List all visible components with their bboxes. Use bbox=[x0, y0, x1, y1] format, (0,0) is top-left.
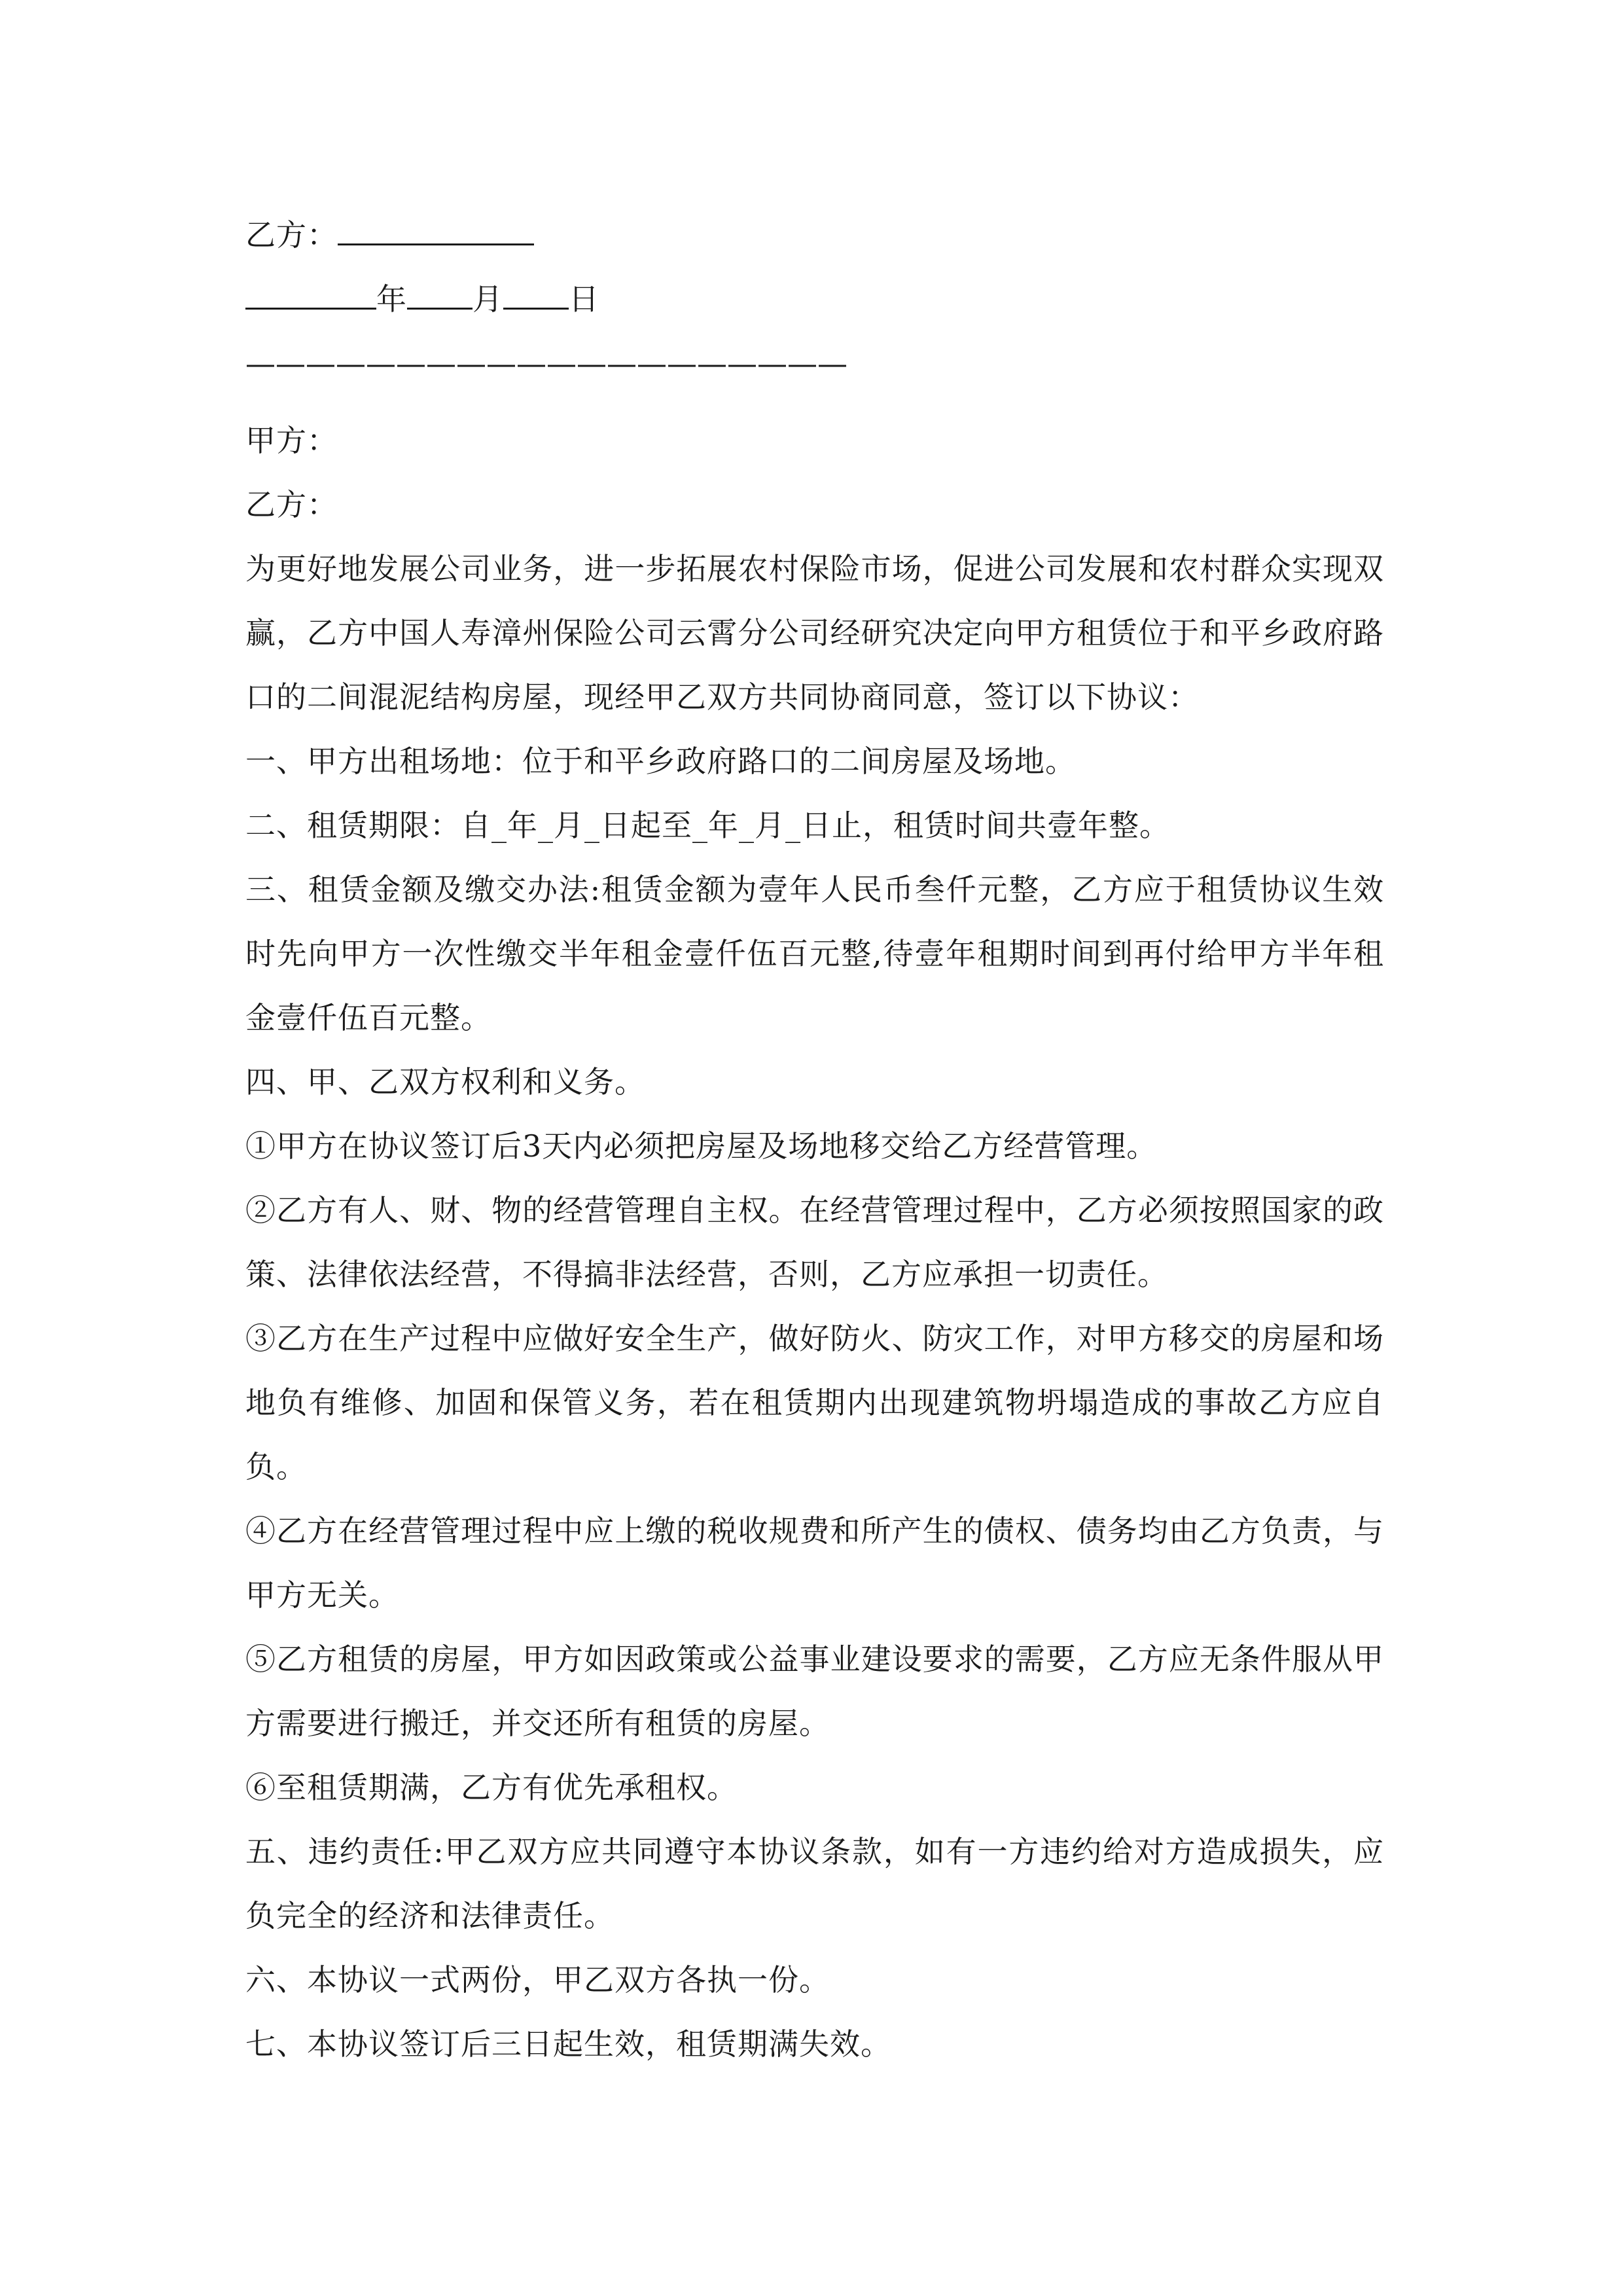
clause-4-item-6: ⑥至租赁期满，乙方有优先承租权。 bbox=[245, 1770, 738, 1805]
clause-4-item-5: ⑤乙方租赁的房屋，甲方如因政策或公益事业建设要求的需要，乙方应无条件服从甲方需要进行搬迁，并交还所有租赁的房屋。 bbox=[245, 1641, 1384, 1741]
clause-4-item-4: ④乙方在经营管理过程中应上缴的税收规费和所产生的债权、债务均由乙方负责，与甲方无关。 bbox=[245, 1513, 1384, 1613]
date-line bbox=[245, 267, 1384, 331]
day-label: 日 bbox=[569, 281, 599, 317]
day-blank bbox=[503, 281, 569, 310]
clause-5: 五、违约责任:甲乙双方应共同遵守本协议条款，如有一方违约给对方造成损失，应负完全的经济和法律责任。 bbox=[245, 1834, 1384, 1933]
party-b-signature-label: 乙方： bbox=[245, 217, 338, 253]
clause-4-item-2: ②乙方有人、财、物的经营管理自主权。在经营管理过程中，乙方必须按照国家的政策、法律依法经营，不得搞非法经营，否则，乙方应承担一切责任。 bbox=[245, 1193, 1384, 1292]
party-b-signature-blank bbox=[338, 217, 534, 245]
month-blank bbox=[407, 281, 473, 310]
clause-1: 一、甲方出租场地：位于和平乡政府路口的二间房屋及场地。 bbox=[245, 744, 1076, 779]
party-b-signature-line bbox=[245, 203, 1384, 267]
clause-3: 三、租赁金额及缴交办法:租赁金额为壹年人民币叁仟元整，乙方应于租赁协议生效时先向甲方一次性缴交半年租金壹仟伍百元整,待壹年租期时间到再付给甲方半年租金壹仟伍百元整。 bbox=[245, 872, 1384, 1035]
party-a-heading: 甲方： bbox=[245, 423, 338, 458]
document-body bbox=[245, 203, 1384, 2076]
clause-6: 六、本协议一式两份，甲乙双方各执一份。 bbox=[245, 1962, 830, 1998]
month-label: 月 bbox=[473, 281, 503, 317]
separator-line: ———————————————————— bbox=[245, 346, 847, 381]
preamble-paragraph: 为更好地发展公司业务，进一步拓展农村保险市场，促进公司发展和农村群众实现双赢，乙方中国人寿漳州保险公司云霄分公司经研究决定向甲方租赁位于和平乡政府路口的二间混泥结构房屋，现经甲乙双方共同协商同意，签订以下协议： bbox=[245, 551, 1384, 715]
year-label: 年 bbox=[376, 281, 407, 317]
clause-4-item-3: ③乙方在生产过程中应做好安全生产，做好防火、防灾工作，对甲方移交的房屋和场地负有维修、加固和保管义务，若在租赁期内出现建筑物坍塌造成的事故乙方应自负。 bbox=[245, 1321, 1384, 1484]
party-b-heading: 乙方： bbox=[245, 487, 338, 522]
clause-4-item-1: ①甲方在协议签订后3天内必须把房屋及场地移交给乙方经营管理。 bbox=[245, 1128, 1158, 1164]
year-blank bbox=[245, 281, 376, 310]
clause-2: 二、租赁期限：自_年_月_日起至_年_月_日止，租赁时间共壹年整。 bbox=[245, 808, 1170, 843]
clause-4: 四、甲、乙双方权利和义务。 bbox=[245, 1064, 645, 1100]
clause-7: 七、本协议签订后三日起生效，租赁期满失效。 bbox=[245, 2026, 891, 2062]
